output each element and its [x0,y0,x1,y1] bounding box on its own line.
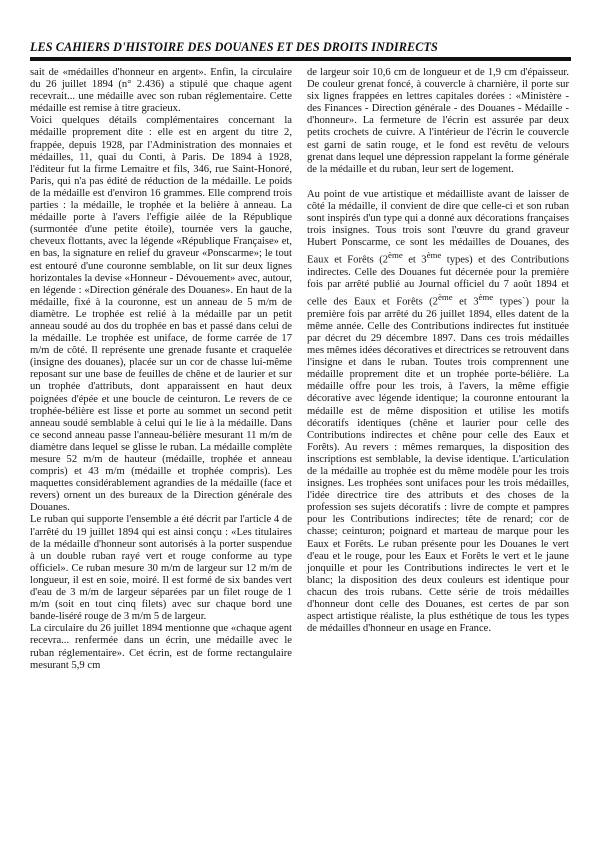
paragraph: de largeur soir 10,6 cm de longueur et de 1,9 cm d'épaisseur. De couleur grenat foncé, à couvercle à charnière, il porte sur six lignes frappées en lettres capitales dorées : «Ministère - des Finances - Direction générale - des Douanes - Médaille - d'honneur». La fermeture de l'écrin est assurée par deux petits crochets de cuivre. A l'intérieur de l'écrin le couvercle est garni de satin rouge, et le fond est revêtu de velours grenat dans lequel une dépression rappelant la forme générale de la médaille et du ruban, leur sert de logement. [307,67,569,175]
text-run: types`) pour la première fois par arrêté du 26 juillet 1894, elles datent de la même année. Celle des Contributions indirectes fut instituée par décret du 29 décembre 1897. Dans ces trois médailles mes mêmes idées décoratives et directrices se retrouvent dans l'insigne et dans le ruban. Toutes trois comprennent une médaille proprement dite et un trophée porte-bélière. La médaille offre pour les trois, à l'avers, la même effigie décorative avec légende identique; la couronne entourant la médaille est de même disposition et utilise les motifs décoratifs identiques (chêne et laurier pour celle des Contributions indirectes et chêne pour celle des Eaux et Forêts). Au revers : mêmes remarques, la disposition des inscriptions est semblable, la devise identique. L'articulation de la médaille au trophée est du même modèle pour les trois insignes. Les trophées sont unifaces pour les trois médailles, l'idée directrice tire des attributs et des choses de la profession ses sujets décoratifs : livre de compte et pampres pour les Contributions indirectes; tête de renard; cor de chasse; ceinturon; poignard et marteau de marque pour les Eaux et Forêts. Le ruban présente pour les Douanes le vert d'eau et le rouge, pour les Eaux et Forêts le vert et le jaune jonquille et pour les Contributions indirectes le vert et le blanc; la disposition des deux couleurs est identique pour chacun des trois rubans. Cette série de trois médailles d'honneur dont celle des Douanes, est certes de par son aspect artistique réaliste, la plus esthétique de tous les types de médailles d'honneur en usage en France. [307,296,569,635]
text-run: types) et des Contributions indirectes. Celle des Douanes fut décernée pour la première fois par arrêté publié au Journal officiel du 7 août 1894 et celle des Eaux et Forêts (2 [307,254,569,308]
running-header: LES CAHIERS D'HISTOIRE DES DOUANES ET DES DROITS INDIRECTS [30,40,438,54]
paragraph: Le ruban qui supporte l'ensemble a été décrit par l'article 4 de l'arrêté du 19 juillet 1894 qui est ainsi conçu : «Les titulaires de la médaille d'honneur sont autorisés à la porter suspendue à un double ruban rayé vert et rouge conforme au type officiel». Ce ruban mesure 30 m/m de largeur sur 12 m/m de longueur, il est en soie, moiré. Il est formé de six bandes vert d'eau de 3 m/m de largeur séparées par un filet rouge de 1 m/m (soit en tout cinq filets) avec sur chaque bord une bande-liséré rouge de 3 m/m 5 de largeur. [30,514,292,623]
paragraph: La circulaire du 26 juillet 1894 mentionne que «chaque agent recevra... renfermée dans un écrin, une médaille avec le ruban réglementaire». Cet écrin, est de forme rectangulaire mesurant 5,9 cm [30,623,292,671]
header-rule [30,57,571,61]
superscript: ème [437,292,453,303]
right-column [307,67,569,635]
paragraph: sait de «médailles d'honneur en argent». Enfin, la circulaire du 26 juillet 1894 (n° 2.436) a stipulé que chaque agent recevrait... une médaille avec son ruban réglementaire. Cette médaille est remise à titre gracieux. [30,67,292,115]
paragraph-spacer [307,176,569,189]
superscript: ème [426,250,442,261]
text-run: et 3 [452,296,479,308]
text-run: et 3 [402,254,427,266]
text-run: Au point de vue artistique et médailliste avant de laisser de côté la médaille, il convient de dire que celle-ci et son ruban sont inspirés d'un type qui a donné aux décorations françaises trois insignes. Tous trois sont l'œuvre du grand graveur Hubert Ponscarme, ce sont les médailles de Douanes, des Eaux et Forêts (2 [307,188,569,266]
left-column [30,67,292,672]
paragraph [307,189,569,635]
superscript: ème [478,292,494,303]
paragraph: Voici quelques détails complémentaires concernant la médaille proprement dite : elle est en argent du titre 2, frappée, depuis 1928, par l'Administration des monnaies et médailles, 11, quai du Conti, à Paris. De 1894 à 1928, l'éditeur fut la firme Lemaitre et fils, 346, rue Saint-Honoré, Paris, qui n'a pas édité de réduction de la médaille. Le poids de la médaille est d'environ 16 grammes. Elle comprend trois parties : la médaille, le trophée et la belière à anneau. La médaille porte à l'avers l'effigie ailée de la République (surmontée d'une petite étoile), tournée vers la gauche, cheveux flottants, avec la légende «République Française» et, en bas, la signature en relief du graveur «Ponscarme»; le tout est entouré d'une couronne semblable, on lit sur deux lignes horizontales la devise «Honneur - Dévouement» avec, autour, en légende : «Direction générale des Douanes». En haut de la médaille, fixé à la couronne, est un anneau de 5 m/m de diamètre. Le trophée est relié à la médaille par un petit anneau soudé au dos du trophée en bas et passé dans celui de la médaille. Le trophée est uniface, de forme carrée de 17 m/m de côté. Il représente une grenade fusante et craquelée (insigne des douanes), placée sur un cor de chasse lui-même reposant sur une base de feuilles de chêne et de laurier et sur un trophée d'attributs, dont apparaissent en haut deux poignées d'épée et une boucle de ceinturon. Le revers de ce trophée-bélière est lisse et porte au sommet un second petit anneau soudé semblable à celui qui le lie à la médaille. Dans ce second anneau passe l'anneau-bélière mesurant 11 m/m de diamètre dans lequel se glisse le ruban. La médaille complète mesure 52 m/m de hauteur (médaille, trophée et anneau compris) et 43 m/m (médaille et trophée compris). Les maquettes considérablement agrandies de la médaille (face et revers) ornent un des bureaux de la Direction générale des Douanes. [30,115,292,514]
superscript: ème [388,250,403,261]
